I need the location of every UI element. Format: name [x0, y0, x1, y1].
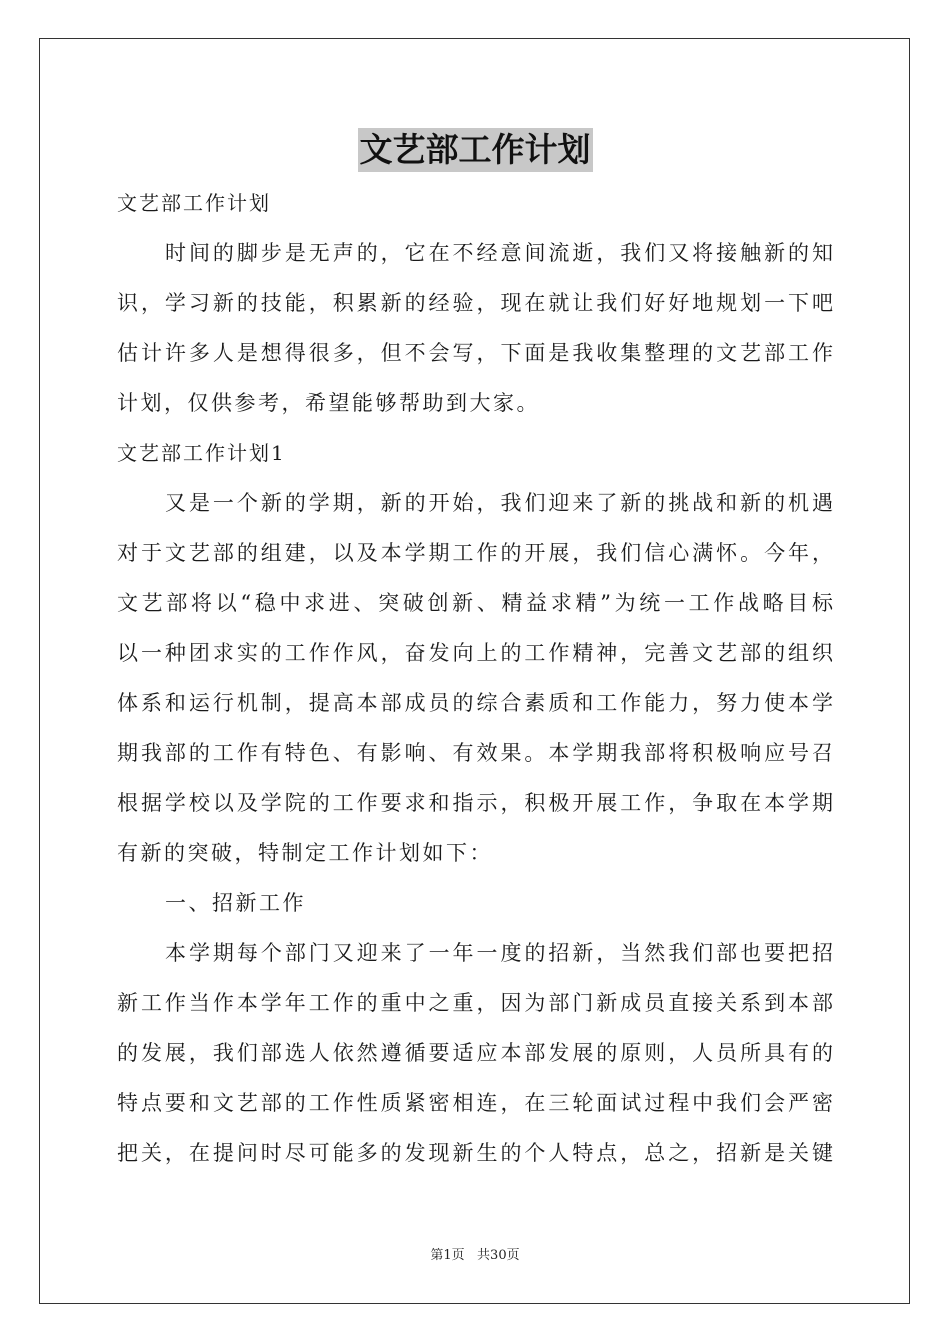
subsection-heading: 一、招新工作 — [165, 891, 306, 915]
paragraph-line: 又是一个新的学期，新的开始，我们迎来了新的挑战和新的机遇 — [165, 491, 833, 515]
paragraph-line: 计划，仅供参考，希望能够帮助到大家。 — [117, 391, 540, 415]
paragraph-line: 期我部的工作有特色、有影响、有效果。本学期我部将积极响应号召 — [117, 741, 833, 765]
paragraph-line: 时间的脚步是无声的，它在不经意间流逝，我们又将接触新的知 — [165, 241, 833, 265]
paragraph-line: 的发展，我们部选人依然遵循要适应本部发展的原则，人员所具有的 — [117, 1041, 833, 1065]
paragraph-line: 特点要和文艺部的工作性质紧密相连，在三轮面试过程中我们会严密 — [117, 1091, 833, 1115]
paragraph-line: 体系和运行机制，提高本部成员的综合素质和工作能力，努力使本学 — [117, 691, 833, 715]
section-heading: 文艺部工作计划1 — [117, 441, 286, 465]
paragraph-line: 对于文艺部的组建，以及本学期工作的开展，我们信心满怀。今年， — [117, 541, 833, 565]
title-container — [0, 128, 950, 172]
paragraph-line: 识，学习新的技能，积累新的经验，现在就让我们好好地规划一下吧 — [117, 291, 833, 315]
paragraph-line: 以一种团求实的工作作风，奋发向上的工作精神，完善文艺部的组织 — [117, 641, 833, 665]
paragraph-line: 估计许多人是想得很多，但不会写，下面是我收集整理的文艺部工作 — [117, 341, 833, 365]
document-body — [117, 178, 833, 1178]
page-footer: 第1页 共30页 — [430, 1248, 520, 1263]
paragraph-line: 本学期每个部门又迎来了一年一度的招新，当然我们部也要把招 — [165, 941, 833, 965]
paragraph-line: 有新的突破，特制定工作计划如下： — [117, 841, 493, 865]
paragraph-line: 新工作当作本学年工作的重中之重，因为部门新成员直接关系到本部 — [117, 991, 833, 1015]
subtitle-line: 文艺部工作计划 — [117, 191, 271, 215]
document-title: 文艺部工作计划 — [358, 128, 593, 172]
paragraph-line: 根据学校以及学院的工作要求和指示，积极开展工作，争取在本学期 — [117, 791, 833, 815]
paragraph-line: 把关，在提问时尽可能多的发现新生的个人特点，总之，招新是关键 — [117, 1141, 833, 1165]
paragraph-line: 文艺部将以“稳中求进、突破创新、精益求精”为统一工作战略目标 — [117, 591, 833, 615]
